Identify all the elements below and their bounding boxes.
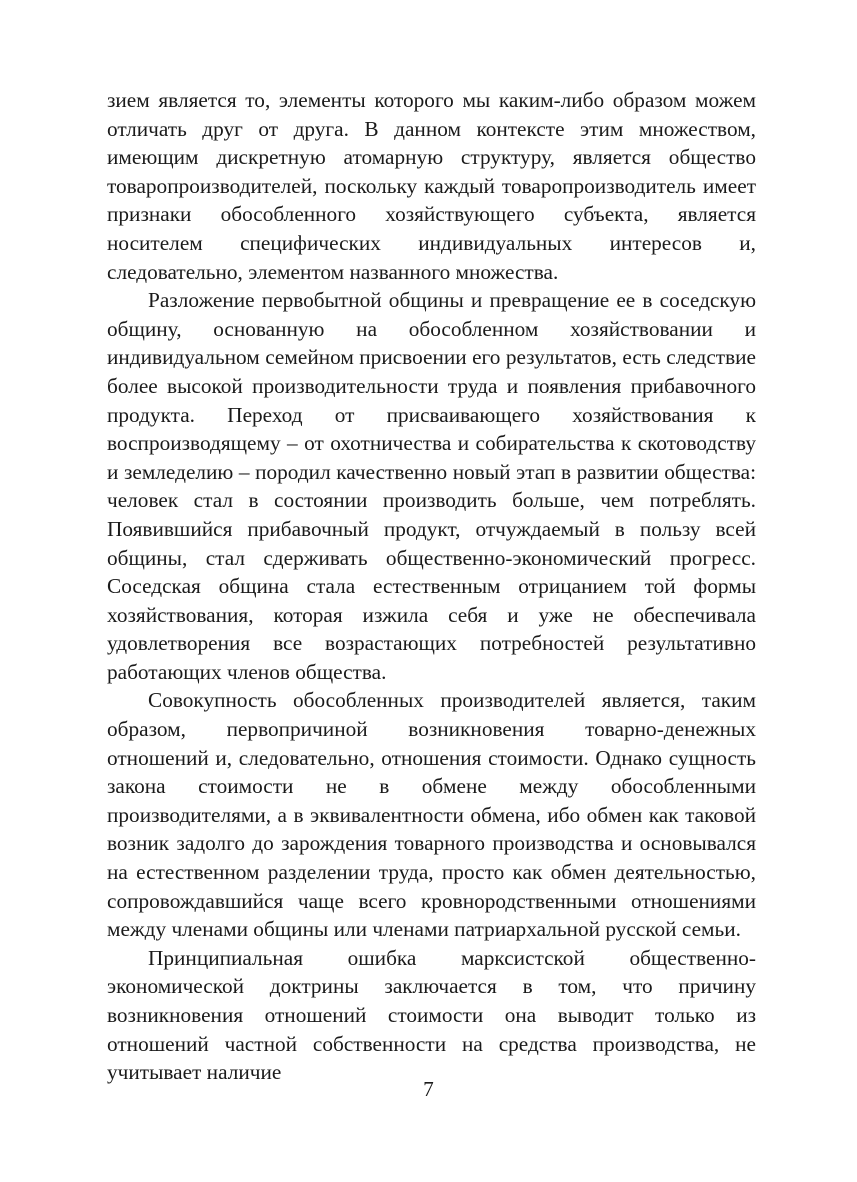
paragraph-4: Принципиальная ошибка марксистской общественно-экономической доктрины заключается в том, что причину возникновения отношений стоимости она выводит только из отношений частной собственности на средства производства, не учитывает наличие	[107, 945, 756, 1085]
paragraph-2: Разложение первобытной общины и превращение ее в соседскую общину, основанную на обособленном хозяйствовании и индивидуальном семейном присвоении его результатов, есть следствие более высокой производительности труда и появления прибавочного продукта. Переход от присваивающего хозяйствования к воспроизводящему – от охотничества и собирательства к скотоводству и земледелию – породил качественно новый этап в развитии общества: человек стал в состоянии производить больше, чем потреблять. Появившийся прибавочный продукт, отчуждаемый в пользу всей общины, стал сдерживать общественно-экономический прогресс. Соседская община стала естественным отрицанием той формы хозяйствования, которая изжила себя и уже не обеспечивала удовлетворения все возрастающих потребностей результативно работающих членов общества.	[107, 288, 756, 684]
body-text	[107, 86, 756, 1087]
paragraph-3: Совокупность обособленных производителей является, таким образом, первопричиной возникновения товарно-денежных отношений и, следовательно, отношения стоимости. Однако сущность закона стоимости не в обмене между обособленными производителями, а в эквивалентности обмена, ибо обмен как таковой возник задолго до зарождения товарного производства и основывался на естественном разделении труда, просто как обмен деятельностью, сопровождавшийся чаще всего кровнородственными отношениями между членами общины или членами патриархальной русской семьи.	[107, 688, 756, 942]
paragraph-1: зием является то, элементы которого мы каким-либо образом можем отличать друг от друга. В данном контексте этим множеством, имеющим дискретную атомарную структуру, является общество товаропроизводителей, поскольку каждый товаропроизводитель имеет признаки обособленного хозяйствующего субъекта, является носителем специфических индивидуальных интересов и, следовательно, элементом названного множества.	[107, 88, 756, 284]
page-number: 7	[423, 1077, 434, 1101]
